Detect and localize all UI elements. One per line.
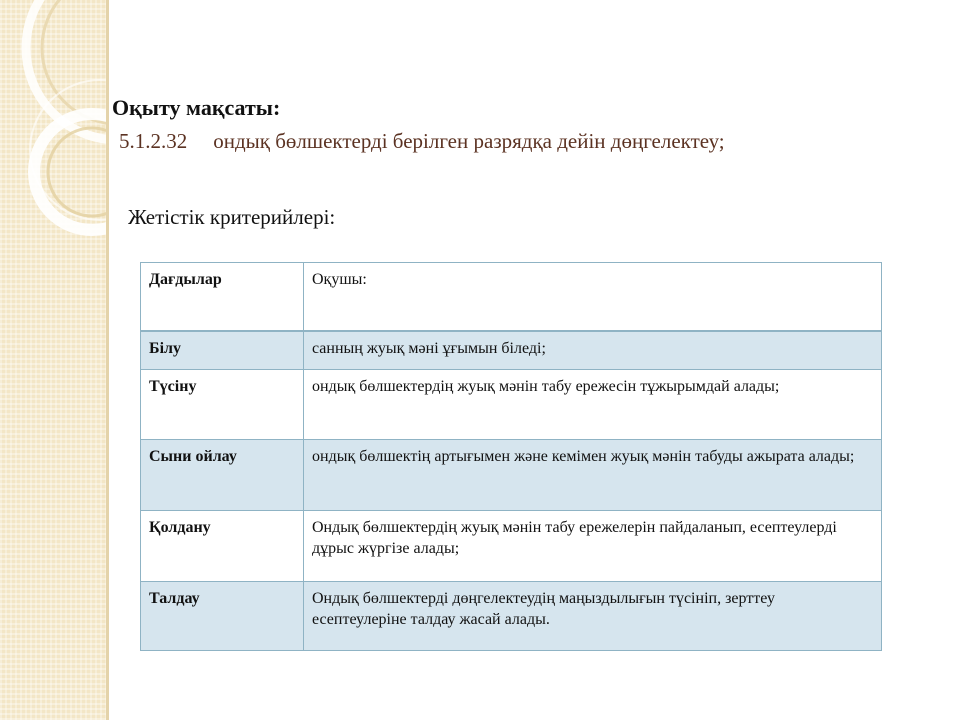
table-row (141, 440, 882, 511)
description-cell: Ондық бөлшектерді дөңгелектеудің маңыздылығын түсініп, зерттеу есептеулеріне талдау жасай алады. (304, 582, 882, 651)
skill-cell: Талдау (141, 582, 304, 651)
criteria-table (140, 262, 882, 651)
table-row (141, 582, 882, 651)
table-row (141, 370, 882, 440)
table-header-row (141, 263, 882, 332)
description-cell: ондық бөлшектің артығымен және кемімен жуық мәнін табуды ажырата алады; (304, 440, 882, 511)
skill-cell: Қолдану (141, 511, 304, 582)
description-cell: ондық бөлшектердің жуық мәнін табу ережесін тұжырымдай алады; (304, 370, 882, 440)
decorative-side-band (0, 0, 106, 720)
objective-text: ондық бөлшектерді берілген разрядқа дейін дөңгелектеу; (213, 129, 725, 153)
skill-cell: Сыни ойлау (141, 440, 304, 511)
description-cell: санның жуық мәні ұғымын біледі; (304, 331, 882, 370)
objective-code: 5.1.2.32 (119, 129, 188, 153)
skill-cell: Білу (141, 331, 304, 370)
description-cell: Ондық бөлшектердің жуық мәнін табу ережелерін пайдаланып, есептеулерді дұрыс жүргізе алады; (304, 511, 882, 582)
skill-cell: Түсіну (141, 370, 304, 440)
circle-ornament-icon (0, 0, 106, 720)
side-band-divider (106, 0, 109, 720)
learning-objective-heading: Оқыту мақсаты: (112, 95, 281, 120)
table-row (141, 331, 882, 370)
header-student: Оқушы: (304, 263, 882, 332)
table-row (141, 511, 882, 582)
criteria-heading: Жетістік критерийлері: (128, 205, 336, 229)
learning-objective (119, 129, 725, 154)
header-skills: Дағдылар (141, 263, 304, 332)
